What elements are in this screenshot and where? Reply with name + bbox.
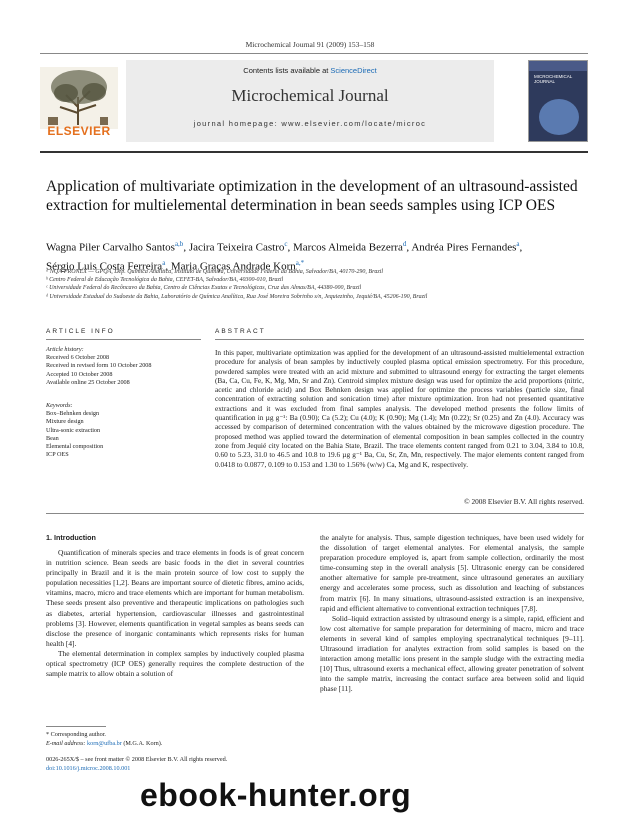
affiliations (46, 268, 586, 301)
history-accepted: Accepted 10 October 2008 (46, 370, 113, 378)
affiliation-b: ᵇ Centro Federal de Educação Tecnológica da Bahia, CEFET-BA, Salvador/BA, 40300-010, Brazil (46, 277, 284, 284)
abstract-body: In this paper, multivariate optimization was applied for the development of an ultrasound-assisted multielemental extraction procedure for analysis of bean samples by inductively coupled plasma optical emission spectrometry. For this procedure, powdered samples were treated with an acid mixture and submitted to ultrasound energy for extracting the target elements (Ba, Ca, Cu, Fe, K, Mg, Mn, Sr and Zn). Centroid simplex mixture design was used for optimize the acid proportions (nitric, acetic and chloride acid) and Box Behnken design was applied for optimize the process variables (particle size, final concentration of extracting solution and sonication time) after mixture optimization. Iron had not presented quantitative extractions and it was excluded from final samples analysis. The developed method presents the follow limits of quantification in µg g⁻¹: Ba (0.90); Ca (5.2); Cu (4.0); K (0.90); Mg (1.4); Mn (0.22); Sr (0.25) and Zn (4.0). Accuracy was accessed by comparison of determined concentration with the values obtained by the microwave digestion procedure. The proposed method was applied toward the determination of elemental composition in bean samples collected in the country zone from Jequié city located on the Bahia State, Brazil. The trace elements content ranged from 0.21 to 3.04, 3.84 to 10.8, 0.60 to 5.23, 31.0 to 46.5 and 10.8 to 19.6 µg g⁻¹ Ba, Cu, Sr, Zn, Mn, respectively. The major elements content ranged from 0.0418 to 0.0877, 0.109 to 0.153 and 1.30 to 1.56% (w/w) Ca, Mg and K, respectively. (215, 348, 584, 469)
article-history (46, 346, 206, 387)
journal-homepage[interactable]: journal homepage: www.elsevier.com/locate/microc (193, 119, 427, 128)
author-affiliation-marker[interactable]: a,* (295, 258, 305, 267)
history-received: Received 6 October 2008 (46, 354, 110, 362)
history-revised: Received in revised form 10 October 2008 (46, 362, 152, 370)
keyword-item: ICP OES (46, 451, 69, 459)
section-divider (46, 513, 584, 514)
corresponding-author-footnote (46, 731, 304, 748)
email-label: E-mail address: (46, 739, 88, 747)
front-matter-doi (46, 756, 304, 773)
affiliation-d: ᵈ Universidade Estadual do Sudoeste da Bahia, Laboratório de Química Analítica, Rua José Moreira Sobrinho s/n, Jequiezinho, Jequié/BA, 45206-190, Brazil (46, 293, 428, 300)
author-email-link[interactable]: korn@ufba.br (87, 739, 122, 747)
affiliation-c: ᶜ Universidade Federal do Recôncavo da Bahia, Centro de Ciências Exatas e Tecnológicas, Cruz das Almas/BA, 44380-000, Brazil (46, 285, 362, 292)
copyright-notice: © 2008 Elsevier B.V. All rights reserved. (464, 497, 584, 506)
body-column-left (46, 548, 304, 679)
affiliation-a: ᵃ NQA-PRONEX — GPQA, Dep. Química Analítica, Instituto de Química, Universidade Federal da Bahia, Salvador/BA, 40170-290, Brazil (46, 269, 384, 275)
author-affiliation-marker[interactable]: c (284, 240, 288, 248)
cover-band (529, 61, 588, 71)
keyword-item: Ultra-sonic extraction (46, 426, 101, 434)
abstract-heading: ABSTRACT (215, 328, 266, 335)
author-name: Jacira Teixeira Castro (188, 241, 285, 254)
author-list: Wagna Piler Carvalho Santos$^{a,b}$, Jacira Teixeira Castro$^c$, Marcos Almeida Bezerra$^d$, Andréa Pires Fernandes$^a$, Sérgio Luis Costa Ferreira$^a$, Maria Graças Andrade Korn$^{a,*}$ (46, 240, 523, 273)
elsevier-wordmark: ELSEVIER (47, 124, 111, 138)
journal-title: Microchemical Journal (231, 86, 389, 105)
doi-link[interactable]: doi:10.1016/j.microc.2008.10.001 (46, 764, 131, 772)
keywords-label: Keywords: (46, 402, 73, 409)
author-name: Wagna Piler Carvalho Santos (46, 241, 175, 254)
author-name: Maria Graças Andrade Korn (170, 260, 296, 273)
contents-line (126, 66, 494, 75)
article-title: Application of multivariate optimization in the development of an ultrasound-assisted extraction for multielemental determination in bean seeds samples using ICP OES (46, 178, 578, 214)
keyword-item: Mixture design (46, 418, 84, 426)
keyword-item: Box–Behnken design (46, 410, 100, 418)
sciencedirect-link[interactable]: ScienceDirect (330, 66, 377, 75)
author-name: Marcos Almeida Bezerra (292, 241, 403, 254)
header-bottom-rule (40, 151, 588, 153)
keyword-item: Elemental composition (46, 443, 104, 451)
author-name: Sérgio Luis Costa Ferreira (46, 260, 163, 273)
history-online: Available online 25 October 2008 (46, 378, 130, 386)
body-column-right (320, 533, 584, 695)
author-affiliation-marker[interactable]: d (402, 240, 407, 248)
header-top-rule (40, 53, 588, 54)
author-affiliation-marker[interactable]: a,b (174, 240, 184, 248)
abstract-rule (215, 339, 584, 340)
issn-line: 0026-265X/$ – see front matter © 2008 Elsevier B.V. All rights reserved. (46, 756, 228, 763)
running-head: Microchemical Journal 91 (2009) 153–158 (245, 40, 375, 49)
footnote-rule (46, 726, 106, 727)
introduction-heading: 1. Introduction (46, 533, 96, 542)
body-paragraph: the analyte for analysis. Thus, sample digestion techniques, have been used widely for the dissolution of target elemental analytes. For elemental analysis, the sample preparation procedure employed is, apart from sample collection, ordinarily the most time-consuming step in the overall analysis [5]. Ultrasonic energy can be considered another alternative for sample pre-treatment, since ultrasound generates an auxiliary energy and accelerates some process, such as dissolution and leaching of substances from matrix [6]. In many situations, ultrasound-assisted extraction is an inexpensive, rapid and efficient alternative to conventional extraction techniques [7,8]. (320, 533, 584, 613)
journal-cover-thumbnail (528, 60, 588, 142)
footnote-marker: * Corresponding author. (46, 731, 106, 738)
email-suffix: (M.G.A. Korn). (121, 739, 163, 747)
watermark-text: ebook-hunter.org (140, 777, 412, 813)
history-label: Article history: (46, 346, 84, 353)
author-affiliation-marker[interactable]: a (162, 258, 166, 267)
contents-prefix: Contents lists available at (243, 66, 331, 75)
cover-title: MICROCHEMICAL JOURNAL (534, 74, 573, 84)
body-paragraph: Solid–liquid extraction assisted by ultrasound energy is a simple, rapid, efficient and low cost alternative for sample preparation for determining of macro, micro and trace elements in several kind of samples employing spectranalytical techniques [9–11]. Ultrasound irradiation for analytes extraction from solid samples is based on the interaction among metallic ions present in the sample sludge with the extracting media [10] Thus, ultrasound exerts a mechanical effect, allowing greater penetration of solvent into the sample matrix, increasing the contact surface area between solid and liquid phase [11]. (320, 613, 584, 694)
body-paragraph: The elemental determination in complex samples by inductively coupled plasma optical spectrometry (ICP OES) generally requires the complete destruction of the sample matrix to allow obtain a solution of (46, 648, 304, 679)
cover-graphic (539, 99, 579, 135)
author-name: Andréa Pires Fernandes (411, 241, 517, 254)
article-info-rule (46, 339, 201, 340)
footnote-email-line (46, 740, 304, 749)
keyword-item: Bean (46, 434, 59, 442)
body-paragraph: Quantification of minerals species and trace elements in foods is of great concern in nutrition science. Bean seeds are basic foods in the diet in several countries principally in Brazil and it is the main protein source of low cost to supply the population necessities [1,2]. Beans are important source of dietetic fibres, amino acids, vitamins, macro, micro and trace elements which are important for human metabolism. These seeds present also preventive and therapeutic implications on pathologies such as diabetes, arterial hypertension, cardiovascular illnesses and gastrointestinal problems [3]. However, elements quantification in vegetal samples as beans seeds can disclose the presence of inorganic contaminants which represents risks for human health [4]. (46, 548, 304, 648)
keywords (46, 402, 206, 459)
article-info-heading: ARTICLE INFO (46, 328, 115, 335)
author-affiliation-marker[interactable]: a (516, 240, 520, 248)
